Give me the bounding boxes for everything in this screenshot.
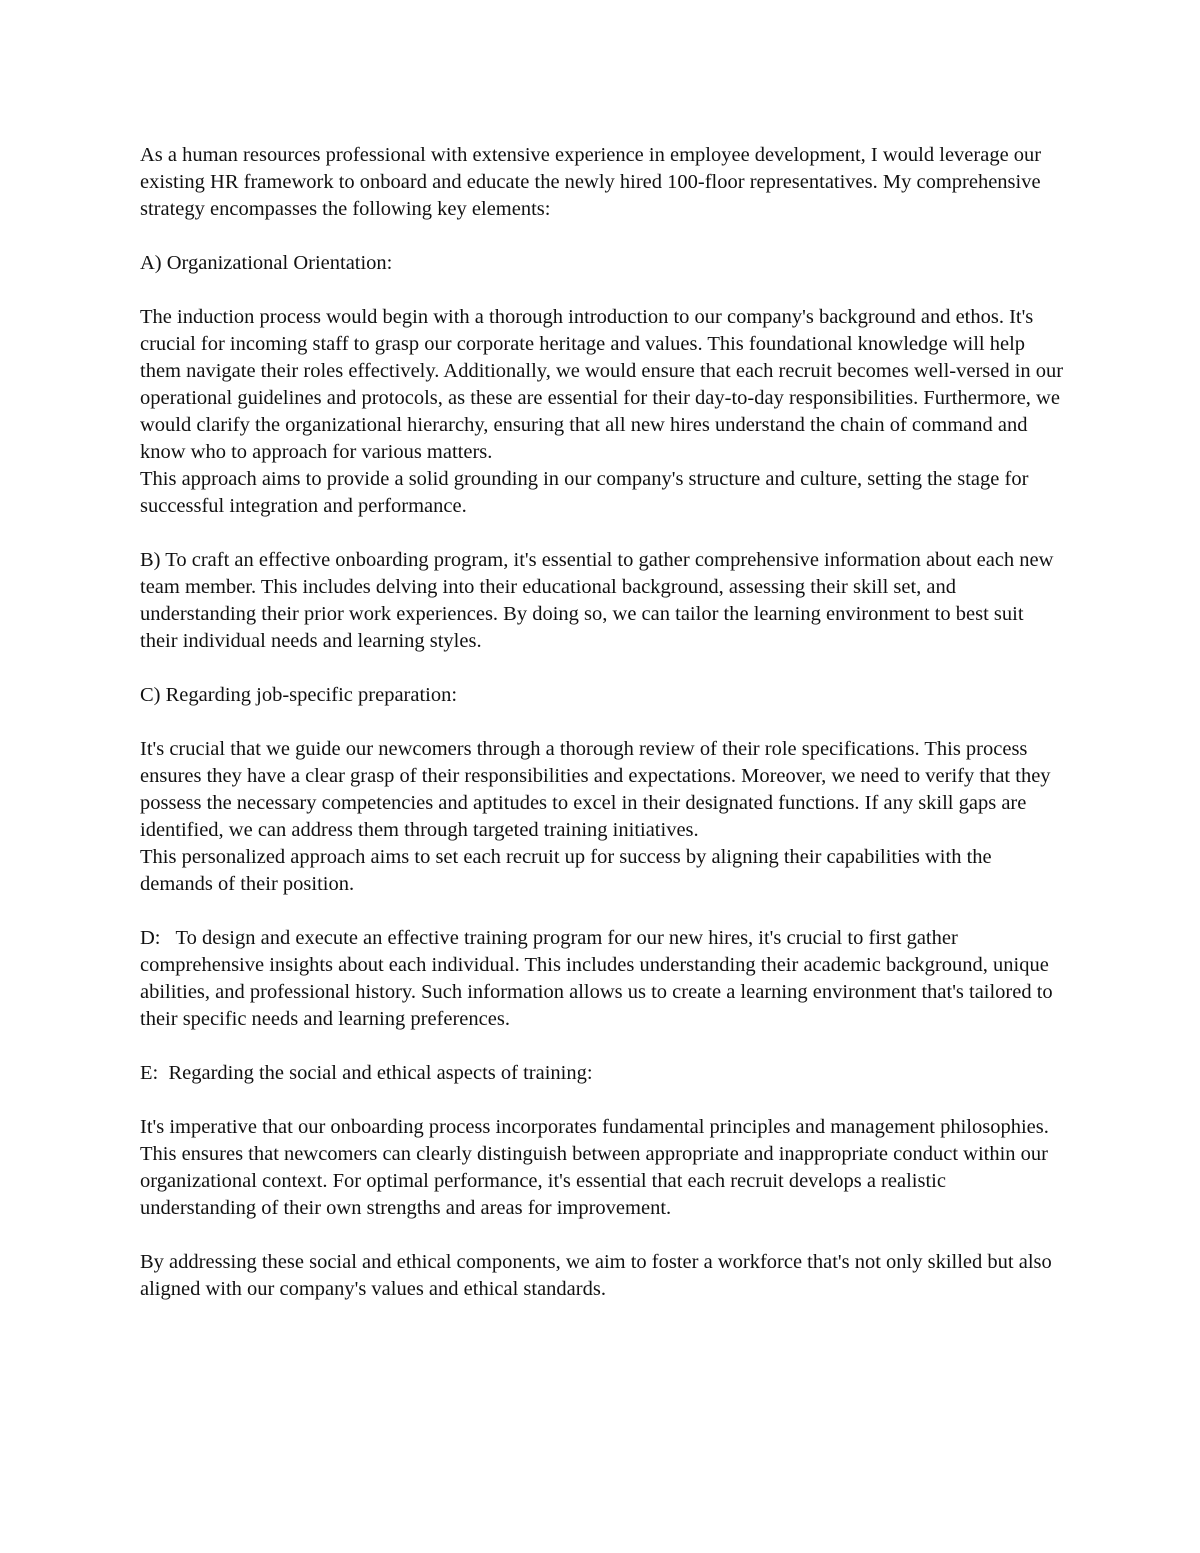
section-c-body: It's crucial that we guide our newcomers through a thorough review of their role specifications. This process ensures they have a clear grasp of their responsibilities and expectations. Moreover, we need to verify that they possess the necessary competencies and aptitudes to excel in their designated functions. If any skill gaps are identified, we can address them through targeted training initiatives. bbox=[140, 738, 1056, 841]
section-b-body: B) To craft an effective onboarding program, it's essential to gather comprehensive information about each new team member. This includes delving into their educational background, assessing their skill set, and understanding their prior work experiences. By doing so, we can tailor the learning environment to best suit their individual needs and learning styles. bbox=[140, 549, 1059, 652]
section-e-heading: E: Regarding the social and ethical aspects of training: bbox=[140, 1062, 593, 1084]
section-d-body: D: To design and execute an effective training program for our new hires, it's crucial to first gather comprehensive insights about each individual. This includes understanding their academic background, unique abilities, and professional history. Such information allows us to create a learning environment that's tailored to their specific needs and learning preferences. bbox=[140, 927, 1058, 1030]
intro-paragraph: As a human resources professional with extensive experience in employee development, I would leverage our existing HR framework to onboard and educate the newly hired 100-floor representatives. My comprehensive strategy encompasses the following key elements: bbox=[140, 144, 1047, 220]
section-c-heading: C) Regarding job-specific preparation: bbox=[140, 684, 458, 706]
section-e-body: It's imperative that our onboarding process incorporates fundamental principles and management philosophies. This ensures that newcomers can clearly distinguish between appropriate and inappropriate conduct within our organizational context. For optimal performance, it's essential that each recruit develops a realistic understanding of their own strengths and areas for improvement. bbox=[140, 1116, 1054, 1219]
section-a-heading: A) Organizational Orientation: bbox=[140, 252, 393, 274]
document-body bbox=[140, 142, 1069, 1330]
section-c-summary: This personalized approach aims to set each recruit up for success by aligning their capabilities with the demands of their position. bbox=[140, 846, 997, 895]
section-a-summary: This approach aims to provide a solid grounding in our company's structure and culture, setting the stage for successful integration and performance. bbox=[140, 468, 1034, 517]
conclusion-paragraph: By addressing these social and ethical components, we aim to foster a workforce that's not only skilled but also aligned with our company's values and ethical standards. bbox=[140, 1251, 1057, 1300]
section-a-body: The induction process would begin with a thorough introduction to our company's background and ethos. It's crucial for incoming staff to grasp our corporate heritage and values. This foundational knowledge will help them navigate their roles effectively. Additionally, we would ensure that each recruit becomes well-versed in our operational guidelines and protocols, as these are essential for their day-to-day responsibilities. Furthermore, we would clarify the organizational hierarchy, ensuring that all new hires understand the chain of command and know who to approach for various matters. bbox=[140, 306, 1069, 463]
